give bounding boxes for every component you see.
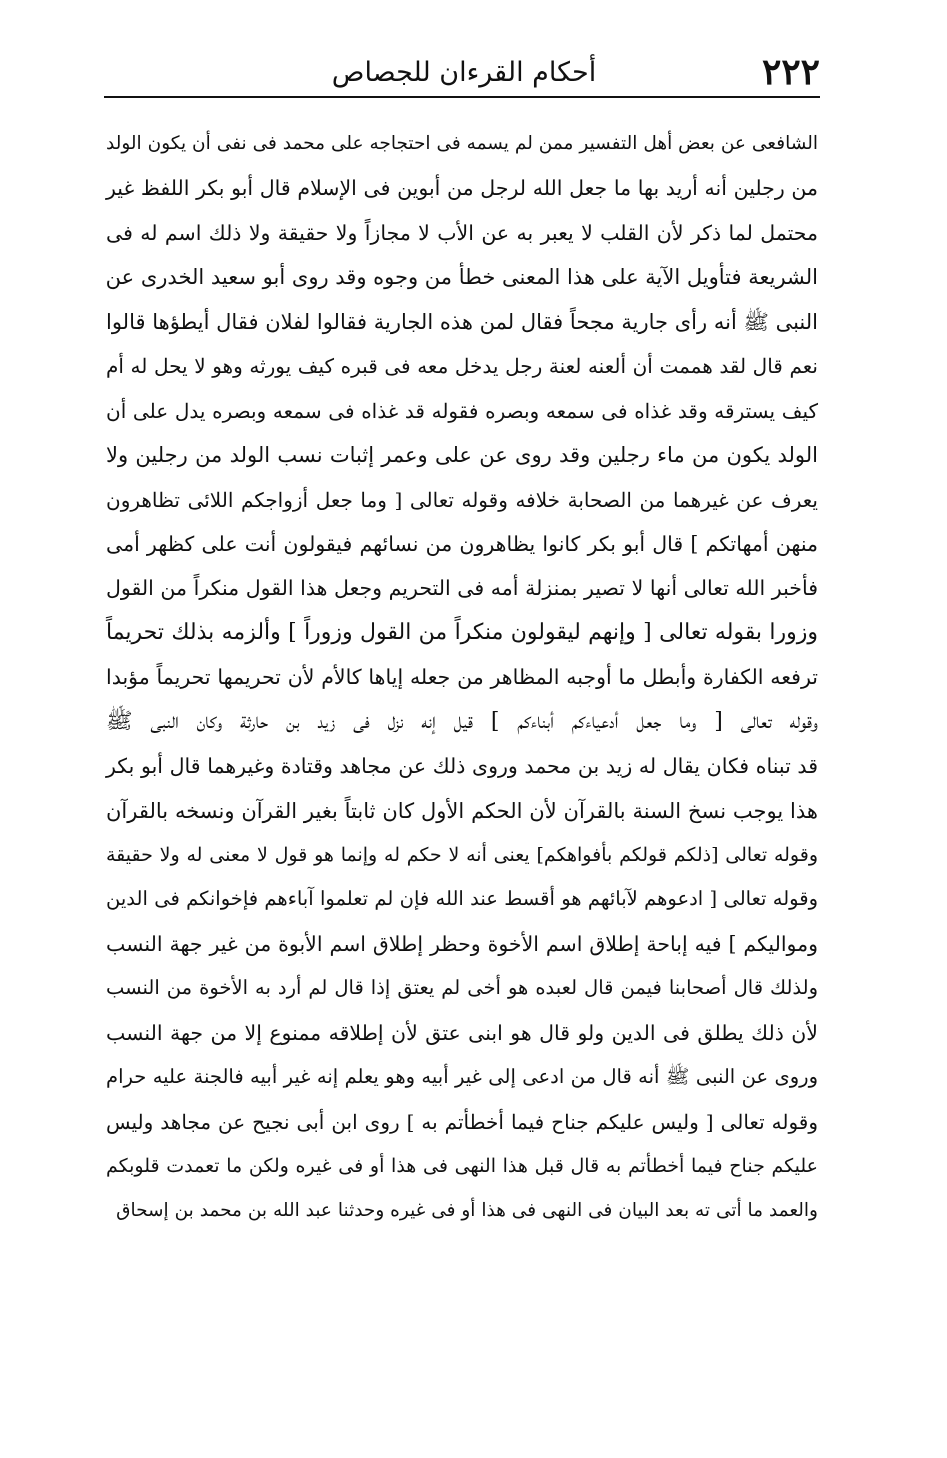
text-line: عليكم جناح فيما أخطأتم به قال قبل هذا النهى فى هذا أو فى غيره ولكن ما تعمدت قلوبكم — [106, 1155, 818, 1178]
page-number: ٢٢٢ — [761, 51, 820, 93]
text-line: منهن أمهاتكم ] قال أبو بكر كانوا يظاهرون من نسائهم فيقولون أنت على كظهر أمى — [106, 531, 818, 556]
text-line: والعمد ما أتى ته بعد البيان فى النهى فى هذا أو فى غيره وحدثنا عبد الله بن محمد بن إسحاق — [116, 1199, 818, 1221]
text-line: يعرف عن غيرهما من الصحابة خلافه وقوله تعالى [ وما جعل أزواجكم اللائى تظاهرون — [106, 487, 818, 512]
text-line: الشريعة فتأويل الآية على هذا المعنى خطأ من وجوه وقد روى أبو سعيد الخدرى عن — [105, 265, 818, 290]
header-rule — [104, 96, 820, 98]
text-line: الولد يكون من ماء رجلين وقد روى عن على وعمر إثبات نسب الولد من رجلين ولا — [106, 443, 818, 468]
text-line: قد تبناه فكان يقال له زيد بن محمد وروى ذلك عن مجاهد وقتادة وغيرهما قال أبو بكر — [106, 754, 818, 779]
text-line: هذا يوجب نسخ السنة بالقرآن لأن الحكم الأول كان ثابتاً بغير القرآن ونسخه بالقرآن — [106, 798, 818, 823]
text-line: كيف يسترقه وقد غذاه فى سمعه وبصره فقوله قد غذاه فى سمعه وبصره يدل على أن — [106, 398, 818, 423]
text-line: النبى ﷺ أنه رأى جارية مجحاً فقال لمن هذه الجارية فقالوا لفلان فقال أيطؤها قالوا — [106, 309, 818, 334]
text-line: نعم قال لقد هممت أن ألعنه لعنة رجل يدخل معه فى قبره كيف يورثه وهو لا يحل له أم — [106, 354, 818, 379]
text-line: من رجلين أنه أريد بها ما جعل الله لرجل من أبوين فى الإسلام قال أبو بكر اللفظ غير — [106, 176, 818, 201]
text-line: وقوله تعالى [ ادعوهم لآبائهم هو أقسط عند الله فإن لم تعلموا آباءهم فإخوانكم فى الدين — [106, 887, 818, 911]
running-title: أحكام القرءان للجصاص — [331, 57, 597, 88]
text-line: ومواليكم ] فيه إباحة إطلاق اسم الأخوة وحظر إطلاق اسم الأبوة من غير جهة النسب — [106, 931, 818, 956]
text-line: وقوله تعالى [ذلكم قولكم بأفواهكم] يعنى أنه لا حكم له وإنما هو قول لا معنى له ولا حقيقة — [106, 844, 818, 866]
text-line: ترفعه الكفارة وأبطل ما أوجبه المظاهر من جعله إياها كالأم لأن تحريمها تحريماً مؤبدا — [106, 665, 818, 690]
text-line: وقوله تعالى [ وما جعل أدعياءكم أبناءكم ] قيل إنه نزل فى زيد بن حارثة وكان النبى ﷺ — [106, 708, 818, 734]
body-text — [106, 122, 818, 1233]
text-line: لأن ذلك يطلق فى الدين ولو قال هو ابنى عتق لأن إطلاقه ممنوع إلا من جهة النسب — [106, 1020, 818, 1045]
text-line: فأخبر الله تعالى أنها لا تصير بمنزلة أمه فى التحريم وجعل هذا القول منكراً من القول — [106, 576, 818, 601]
text-line: وروى عن النبى ﷺ أنه قال من ادعى إلى غير أبيه وهو يعلم إنه غير أبيه فالجنة عليه حرام — [106, 1065, 818, 1089]
text-line: محتمل لما ذكر لأن القلب لا يعبر به عن الأب لا مجازاً ولا حقيقة ولا ذلك اسم له فى — [106, 220, 818, 245]
page-header — [104, 52, 820, 96]
text-line: وزورا بقوله تعالى [ وإنهم ليقولون منكراً من القول وزوراً ] وألزمه بذلك تحريماً — [106, 619, 818, 645]
text-line: الشافعى عن بعض أهل التفسير ممن لم يسمه فى احتجاجه على محمد فى نفى أن يكون الولد — [106, 133, 818, 154]
text-line: وقوله تعالى [ وليس عليكم جناح فيما أخطأتم به ] روى ابن أبى نجيح عن مجاهد وليس — [106, 1109, 818, 1134]
text-line: ولذلك قال أصحابنا فيمن قال لعبده هو أخى لم يعتق إذا قال لم أرد به الأخوة من النسب — [106, 976, 818, 1000]
